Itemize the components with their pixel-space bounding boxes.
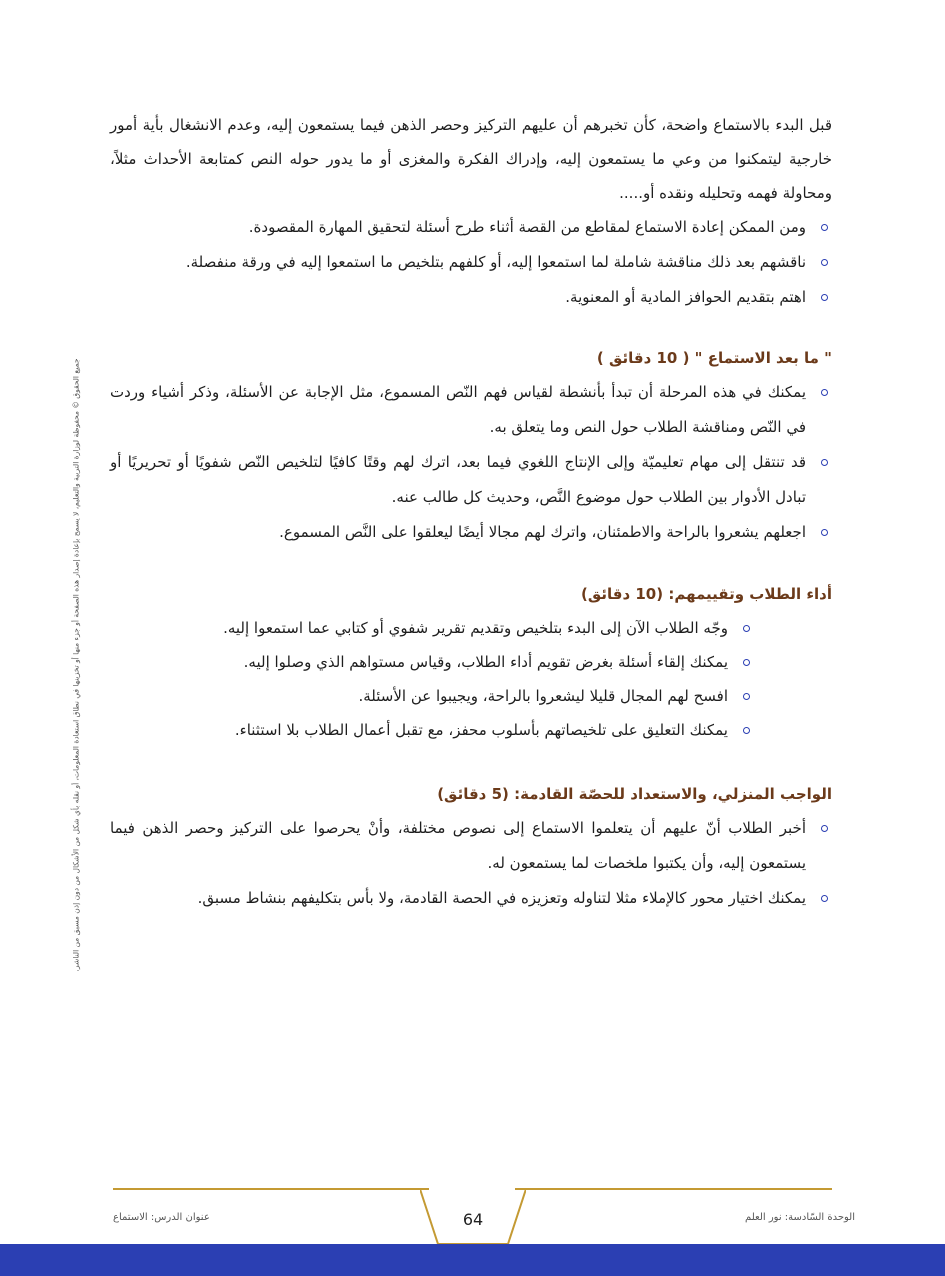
- bullet-circle-icon: [743, 693, 750, 700]
- bullet-circle-icon: [821, 224, 828, 231]
- bottom-color-bar: [0, 1244, 945, 1276]
- page-content: [110, 108, 832, 916]
- bullet-circle-icon: [743, 625, 750, 632]
- section-heading-performance: أداء الطلاب وتقييمهم: (10 دقائق): [580, 585, 832, 603]
- copyright-sidebar: [61, 300, 91, 1030]
- list-item: اهتم بتقديم الحوافز المادية أو المعنوية.: [110, 280, 832, 315]
- list-item: قد تنتقل إلى مهام تعليميّة وإلى الإنتاج اللغوي فيما بعد، اترك لهم وقتًا كافيًا لتلخيص النّص شفويًا أو تحريريًا أو تبادل الأدوار بين الطلاب حول موضوع النَّص، وحديث كل طالب عنه.: [110, 445, 832, 515]
- section-heading-homework: الواجب المنزلي، والاستعداد للحصّة القادمة: (5 دقائق): [437, 785, 832, 803]
- list-item: اجعلهم يشعروا بالراحة والاطمئنان، واترك لهم مجالا أيضًا ليعلقوا على النَّص المسموع.: [110, 515, 832, 550]
- bullet-circle-icon: [821, 459, 828, 466]
- list-item: ناقشهم بعد ذلك مناقشة شاملة لما استمعوا إليه، أو كلفهم بتلخيص ما استمعوا إليه في ورقة منفصلة.: [110, 245, 832, 280]
- bullet-circle-icon: [821, 259, 828, 266]
- list-item: يمكنك إلقاء أسئلة بغرض تقويم أداء الطلاب، وقياس مستواهم الذي وصلوا إليه.: [110, 645, 754, 679]
- performance-bullet-list: [110, 611, 754, 747]
- copyright-notice: جميع الحقوق © محفوظة لوزارة التربية والتعليم، لا يسمح بإعادة إصدار هذه الصفحة أو جزء منها أو تخزينها في نطاق استعادة المعلومات، أو نقله بأي شكل من الأشكال من دون إذن مسبق من الناشر.: [71, 358, 81, 972]
- list-item: ومن الممكن إعادة الاستماع لمقاطع من القصة أثناء طرح أسئلة لتحقيق المهارة المقصودة.: [110, 210, 832, 245]
- bullet-circle-icon: [821, 529, 828, 536]
- list-item: يمكنك التعليق على تلخيصاتهم بأسلوب محفز، مع تقبل أعمال الطلاب بلا استثناء.: [110, 713, 754, 747]
- footer-rule-right: [515, 1188, 832, 1190]
- bullet-circle-icon: [743, 727, 750, 734]
- list-item: أخبر الطلاب أنّ عليهم أن يتعلموا الاستماع إلى نصوص مختلفة، وأنْ يحرصوا على التركيز وحصر الذهن فيما يستمعون إليه، وأن يكتبوا ملخصات لما يستمعون له.: [110, 811, 832, 881]
- list-item: يمكنك اختيار محور كالإملاء مثلا لتناوله وتعزيزه في الحصة القادمة، ولا بأس بتكليفهم بنشاط مسبق.: [110, 881, 832, 916]
- intro-paragraph: قبل البدء بالاستماع واضحة، كأن تخبرهم أن عليهم التركيز وحصر الذهن فيما يستمعون إليه، وعدم الانشغال بأية أمور خارجية ليتمكنوا من وعي ما يستمعون إليه، وإدراك الفكرة والمغزى أو ما يدور حوله النص كمتابعة الأحداث مثلاً، ومحاولة فهمه وتحليله ونقده أو.....: [110, 116, 832, 202]
- bullet-circle-icon: [821, 825, 828, 832]
- after-listening-bullet-list: [110, 375, 832, 550]
- footer-unit-label: الوحدة السّادسة: نور العلم: [745, 1212, 855, 1223]
- list-item: يمكنك في هذه المرحلة أن تبدأ بأنشطة لقياس فهم النّص المسموع، مثل الإجابة عن الأسئلة، وذكر أشياء وردت في النّص ومناقشة الطلاب حول النص وما يتعلق به.: [110, 375, 832, 445]
- bullet-circle-icon: [821, 895, 828, 902]
- bullet-circle-icon: [743, 659, 750, 666]
- page-number: 64: [462, 1210, 484, 1229]
- bullet-circle-icon: [821, 389, 828, 396]
- section-heading-after-listening: " ما بعد الاستماع " ( 10 دقائق ): [596, 349, 832, 367]
- footer-lesson-label: عنوان الدرس: الاستماع: [113, 1212, 210, 1223]
- list-item: افسح لهم المجال قليلا ليشعروا بالراحة، ويجيبوا عن الأسئلة.: [110, 679, 754, 713]
- intro-bullet-list: [110, 210, 832, 315]
- bullet-circle-icon: [821, 294, 828, 301]
- list-item: وجّه الطلاب الآن إلى البدء بتلخيص وتقديم تقرير شفوي أو كتابي عما استمعوا إليه.: [110, 611, 754, 645]
- footer-rule-left: [113, 1188, 429, 1190]
- homework-bullet-list: [110, 811, 832, 916]
